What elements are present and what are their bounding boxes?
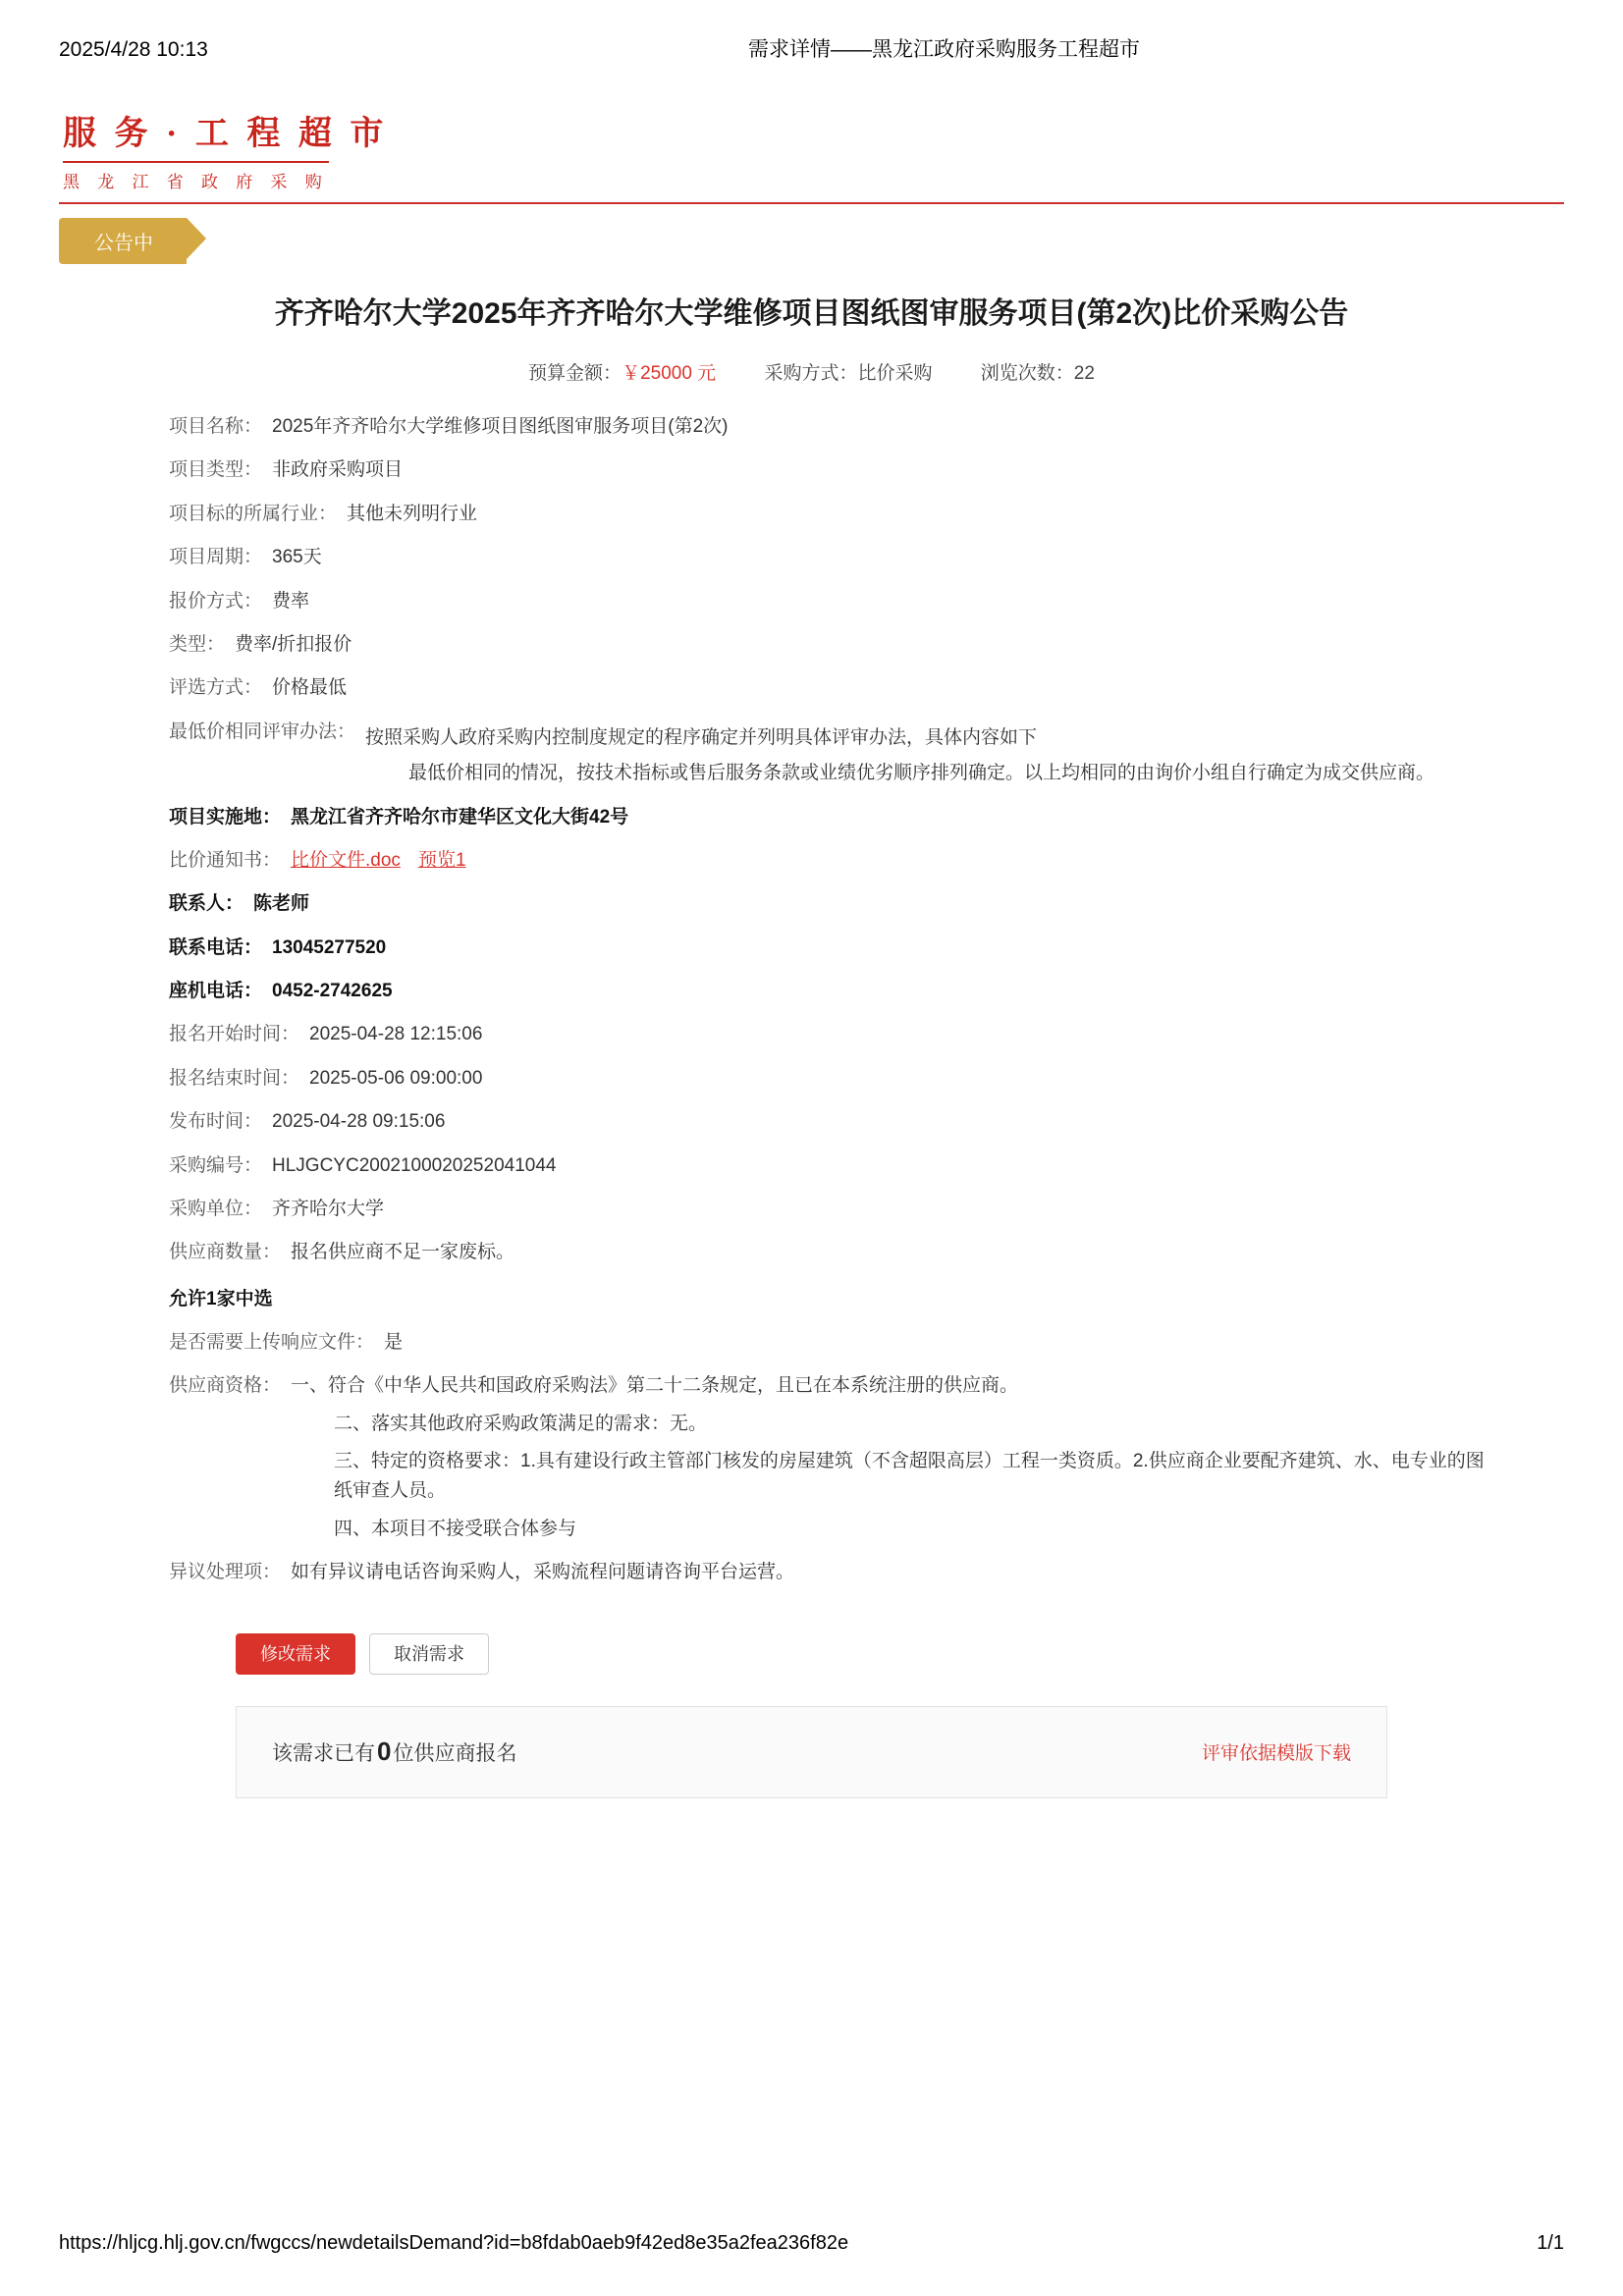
method-label: 采购方式： — [764, 363, 858, 384]
field-purchase-number — [169, 1151, 1495, 1181]
cancel-demand-button[interactable]: 取消需求 — [369, 1633, 489, 1675]
field-value: 费率 — [272, 590, 310, 612]
field-label: 报价方式： — [169, 590, 263, 612]
field-value: 如有异议请电话咨询采购人，采购流程问题请咨询平台运营。 — [291, 1562, 795, 1583]
field-quote-method — [169, 587, 1495, 616]
views-label: 浏览次数： — [980, 363, 1074, 384]
field-purchase-unit — [169, 1195, 1495, 1224]
qualification-item: 四、本项目不接受联合体参与 — [334, 1518, 577, 1539]
notice-file-link[interactable]: 比价文件.doc — [291, 849, 401, 871]
review-template-download-link[interactable]: 评审依据模版下载 — [1201, 1743, 1351, 1765]
field-label: 项目周期： — [169, 547, 263, 568]
budget-value: ￥25000 元 — [622, 363, 717, 384]
status-ribbon-row — [59, 218, 1564, 263]
field-notice-file — [169, 846, 1495, 876]
field-value: 非政府采购项目 — [272, 459, 404, 481]
field-signup-end — [169, 1064, 1495, 1094]
field-label: 异议处理项： — [169, 1562, 282, 1583]
method-value: 比价采购 — [857, 363, 933, 384]
field-value: 齐齐哈尔大学 — [272, 1199, 385, 1220]
field-label: 类型： — [169, 633, 226, 655]
bidder-count: 0 — [377, 1736, 392, 1767]
qualification-item: 一、符合《中华人民共和国政府采购法》第二十二条规定，且已在本系统注册的供应商。 — [291, 1375, 1019, 1397]
field-label: 报名开始时间： — [169, 1024, 300, 1045]
bidder-prefix: 该需求已有 — [272, 1742, 375, 1766]
status-badge: 公告中 — [59, 218, 187, 264]
field-value: 陈老师 — [253, 893, 310, 915]
views-meta — [981, 363, 1095, 384]
field-selection-method — [169, 673, 1495, 703]
field-label: 项目标的所属行业： — [169, 503, 338, 524]
notice-file-preview-link[interactable]: 预览1 — [417, 849, 466, 871]
field-project-name — [169, 412, 1495, 442]
print-footer — [59, 2232, 1564, 2255]
action-buttons — [98, 1633, 1525, 1675]
field-label: 座机电话： — [169, 981, 263, 1002]
summary-meta — [98, 358, 1525, 385]
field-publish-time — [169, 1107, 1495, 1137]
field-contact-person — [169, 889, 1495, 919]
field-label: 采购编号： — [169, 1154, 263, 1176]
field-contact-phone — [169, 934, 1495, 963]
field-value — [291, 846, 1495, 876]
print-header — [59, 0, 1564, 79]
field-value — [291, 1371, 1495, 1544]
field-value: 2025-04-28 12:15:06 — [309, 1024, 483, 1045]
budget-meta — [528, 363, 721, 384]
field-value: 13045277520 — [272, 936, 387, 958]
budget-label: 预算金额： — [528, 363, 622, 384]
field-label: 项目名称： — [169, 416, 263, 437]
field-value: 黑龙江省齐齐哈尔市建华区文化大街42号 — [291, 806, 629, 828]
bidder-summary-bar — [236, 1706, 1387, 1798]
print-date: 2025/4/28 10:13 — [59, 38, 208, 61]
announcement-content — [59, 293, 1564, 1798]
field-label: 项目实施地： — [169, 806, 282, 828]
field-supplier-count — [169, 1238, 1495, 1267]
rule-line-2: 最低价相同的情况，按技术指标或售后服务条款或业绩优劣顺序排列确定。以上均相同的由询价小组自行确定为成交供应商。 — [408, 763, 1435, 784]
field-label: 供应商数量： — [169, 1242, 282, 1263]
field-lowest-price-rule — [169, 718, 1495, 789]
page-title: 齐齐哈尔大学2025年齐齐哈尔大学维修项目图纸图审服务项目(第2次)比价采购公告 — [274, 296, 1349, 330]
field-label: 评选方式： — [169, 677, 263, 699]
field-industry — [169, 500, 1495, 529]
field-label: 项目类型： — [169, 459, 263, 481]
field-value: 2025年齐齐哈尔大学维修项目图纸图审服务项目(第2次) — [272, 416, 729, 437]
field-supplier-qualification — [169, 1371, 1495, 1544]
field-label: 联系人： — [169, 893, 244, 915]
print-title: 需求详情——黑龙江政府采购服务工程超市 — [748, 38, 1140, 61]
field-landline-phone — [169, 977, 1495, 1006]
logo-sub-text: 黑 龙 江 省 政 府 采 购 — [63, 161, 329, 192]
field-project-type — [169, 455, 1495, 485]
field-signup-start — [169, 1020, 1495, 1049]
logo-main-text: 服 务 · 工 程 超 市 — [63, 116, 389, 152]
field-value: 2025-05-06 09:00:00 — [309, 1067, 483, 1089]
bidder-suffix: 位供应商报名 — [393, 1742, 517, 1766]
qualification-item: 二、落实其他政府采购政策满足的需求：无。 — [334, 1413, 708, 1434]
field-value: 其他未列明行业 — [347, 503, 478, 524]
allow-one-winner-note: 允许1家中选 — [169, 1288, 273, 1309]
field-label: 发布时间： — [169, 1111, 263, 1133]
field-value: 是 — [384, 1331, 404, 1353]
field-objection-handling — [169, 1558, 1495, 1587]
field-value: 费率/折扣报价 — [235, 633, 352, 655]
field-value — [365, 718, 1495, 789]
field-value: 价格最低 — [272, 677, 348, 699]
field-label: 最低价相同评审办法： — [169, 721, 356, 742]
field-value: 2025-04-28 09:15:06 — [272, 1111, 446, 1133]
field-value: 0452-2742625 — [272, 981, 393, 1002]
field-value: 365天 — [272, 547, 322, 568]
field-label: 采购单位： — [169, 1199, 263, 1220]
field-label: 比价通知书： — [169, 849, 282, 871]
field-upload-required — [169, 1328, 1495, 1358]
rule-line-1: 按照采购人政府采购内控制度规定的程序确定并列明具体评审办法，具体内容如下 — [365, 726, 1038, 748]
field-label: 是否需要上传响应文件： — [169, 1331, 375, 1353]
field-list — [98, 412, 1525, 1588]
field-label: 报名结束时间： — [169, 1067, 300, 1089]
header-divider — [59, 202, 1564, 204]
field-quote-type — [169, 630, 1495, 660]
field-label: 供应商资格： — [169, 1375, 282, 1397]
print-url: https://hljcg.hlj.gov.cn/fwgccs/newdetailsDemand?id=b8fdab0aeb9f42ed8e35a2fea236f82e — [59, 2232, 849, 2254]
field-label: 联系电话： — [169, 936, 263, 958]
print-page-number: 1/1 — [1537, 2232, 1564, 2254]
field-value: 报名供应商不足一家废标。 — [291, 1242, 515, 1263]
field-value: HLJGCYC2002100020252041044 — [272, 1154, 557, 1176]
field-period — [169, 543, 1495, 572]
views-value: 22 — [1073, 363, 1095, 384]
field-implementation-place — [169, 803, 1495, 832]
method-meta — [764, 363, 937, 384]
modify-demand-button[interactable]: 修改需求 — [236, 1633, 355, 1675]
site-logo — [59, 114, 1564, 192]
qualification-item: 三、特定的资格要求：1.具有建设行政主管部门核发的房屋建筑（不含超限高层）工程一类资质。2.供应商企业要配齐建筑、水、电专业的图纸审查人员。 — [334, 1450, 1485, 1502]
bidder-count-text — [272, 1736, 516, 1767]
